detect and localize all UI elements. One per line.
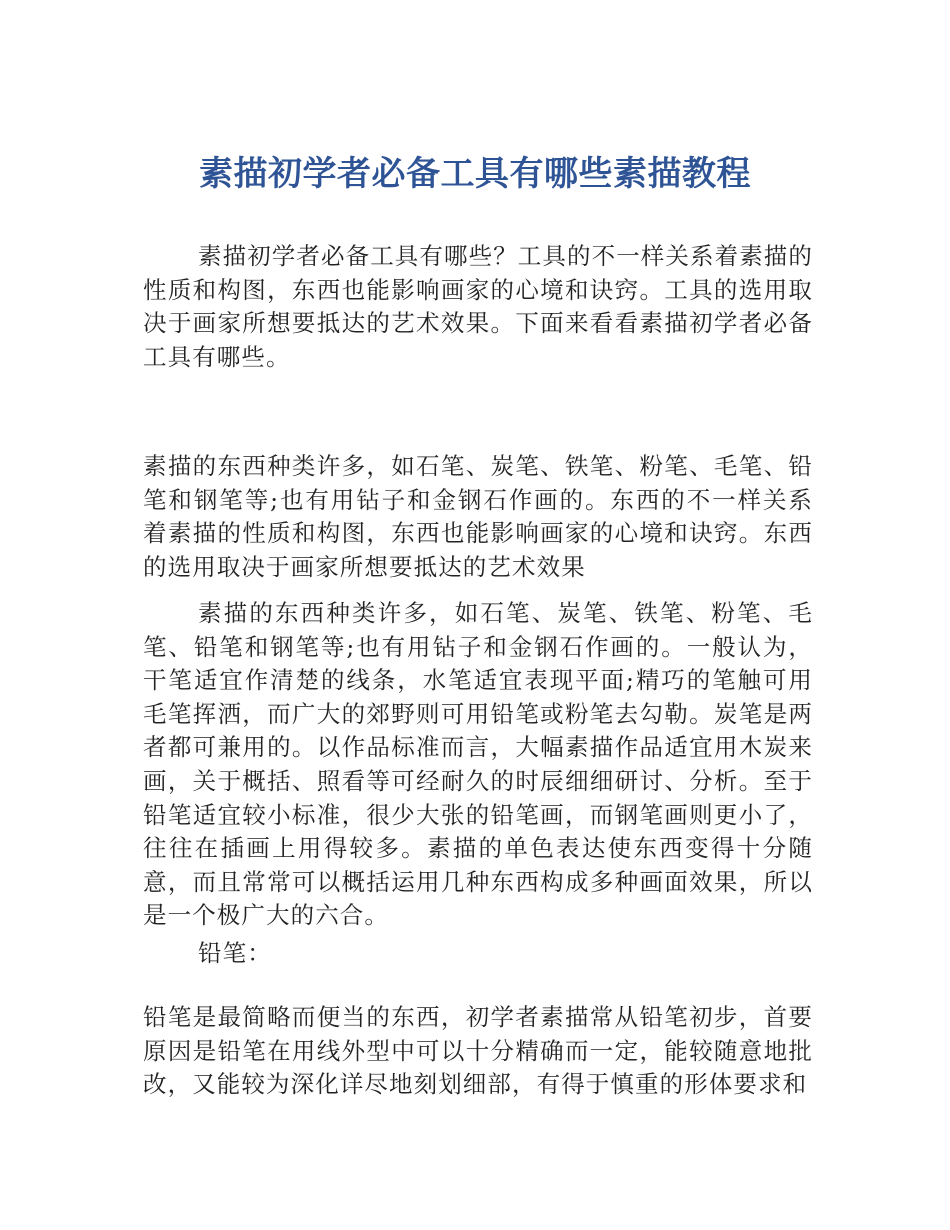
section-heading-pencil: 铅笔： [198, 939, 272, 967]
paragraph-pencil: 铅笔是最简略而便当的东西，初学者素描常从铅笔初步，首要原因是铅笔在用线外型中可以十分精确而一定，能较随意地批改，又能较为深化详尽地刻划细部，有得于慎重的形体要求和 [143, 1003, 813, 1099]
paragraph-tools-overview: 素描的东西种类许多，如石笔、炭笔、铁笔、粉笔、毛笔、铅笔和钢笔等;也有用钻子和金钢石作画的。东西的不一样关系着素描的性质和构图，东西也能影响画家的心境和诀窍。东西的选用取决于画家所想要抵达的艺术效果 [143, 452, 813, 581]
document-title: 素描初学者必备工具有哪些素描教程 [199, 154, 751, 194]
paragraph-intro: 素描初学者必备工具有哪些？工具的不一样关系着素描的性质和构图，东西也能影响画家的心境和诀窍。工具的选用取决于画家所想要抵达的艺术效果。下面来看看素描初学者必备工具有哪些。 [143, 242, 813, 371]
paragraph-tools-detail: 素描的东西种类许多，如石笔、炭笔、铁笔、粉笔、毛笔、铅笔和钢笔等;也有用钻子和金钢石作画的。一般认为，干笔适宜作清楚的线条，水笔适宜表现平面;精巧的笔触可用毛笔挥洒，而广大的郊野则可用铅笔或粉笔去勾勒。炭笔是两者都可兼用的。以作品标准而言，大幅素描作品适宜用木炭来画，关于概括、照看等可经耐久的时辰细细研讨、分析。至于铅笔适宜较小标准，很少大张的铅笔画，而钢笔画则更小了，往往在插画上用得较多。素描的单色表达使东西变得十分随意，而且常常可以概括运用几种东西构成多种画面效果，所以是一个极广大的六合。 [143, 599, 813, 930]
